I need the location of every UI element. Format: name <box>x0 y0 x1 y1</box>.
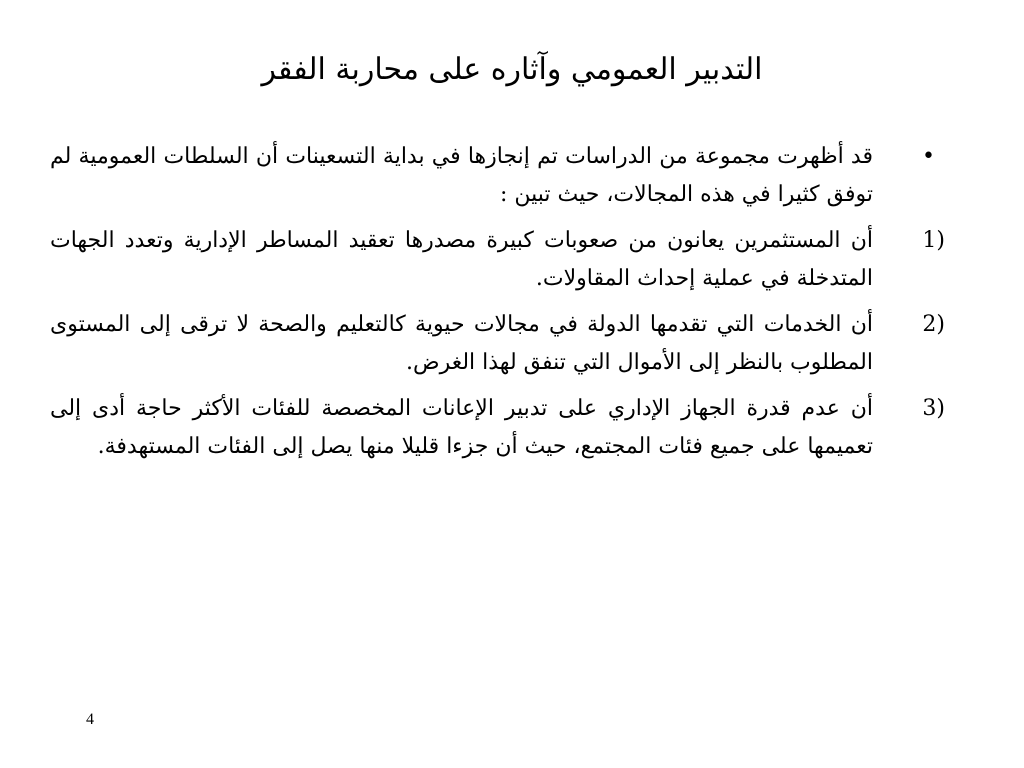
list-item-2 <box>50 306 945 382</box>
list-item-3 <box>50 390 945 466</box>
list-item-1 <box>50 222 945 298</box>
slide-content <box>50 138 945 474</box>
bullet-marker: • <box>922 144 935 169</box>
item-number-2: (2 <box>922 312 945 337</box>
intro-item <box>50 138 945 214</box>
item-text-2: أن الخدمات التي تقدمها الدولة في مجالات حيوية كالتعليم والصحة لا ترقى إلى المستوى المطلوب بالنظر إلى الأموال التي تنفق لهذا الغرض. <box>50 312 873 375</box>
page-number: 4 <box>86 711 94 728</box>
item-number-3: (3 <box>922 396 945 421</box>
intro-text: قد أظهرت مجموعة من الدراسات تم إنجازها في بداية التسعينات أن السلطات العمومية لم توفق كثيرا في هذه المجالات، حيث تبين : <box>50 144 873 207</box>
item-text-3: أن عدم قدرة الجهاز الإداري على تدبير الإعانات المخصصة للفئات الأكثر حاجة أدى إلى تعميمها على جميع فئات المجتمع، حيث أن جزءا قليلا منها يصل إلى الفئات المستهدفة. <box>50 396 873 459</box>
item-number-1: (1 <box>922 228 945 253</box>
item-text-1: أن المستثمرين يعانون من صعوبات كبيرة مصدرها تعقيد المساطر الإدارية وتعدد الجهات المتدخلة في عملية إحداث المقاولات. <box>50 228 873 291</box>
slide-title: التدبير العمومي وآثاره على محاربة الفقر <box>261 52 763 87</box>
